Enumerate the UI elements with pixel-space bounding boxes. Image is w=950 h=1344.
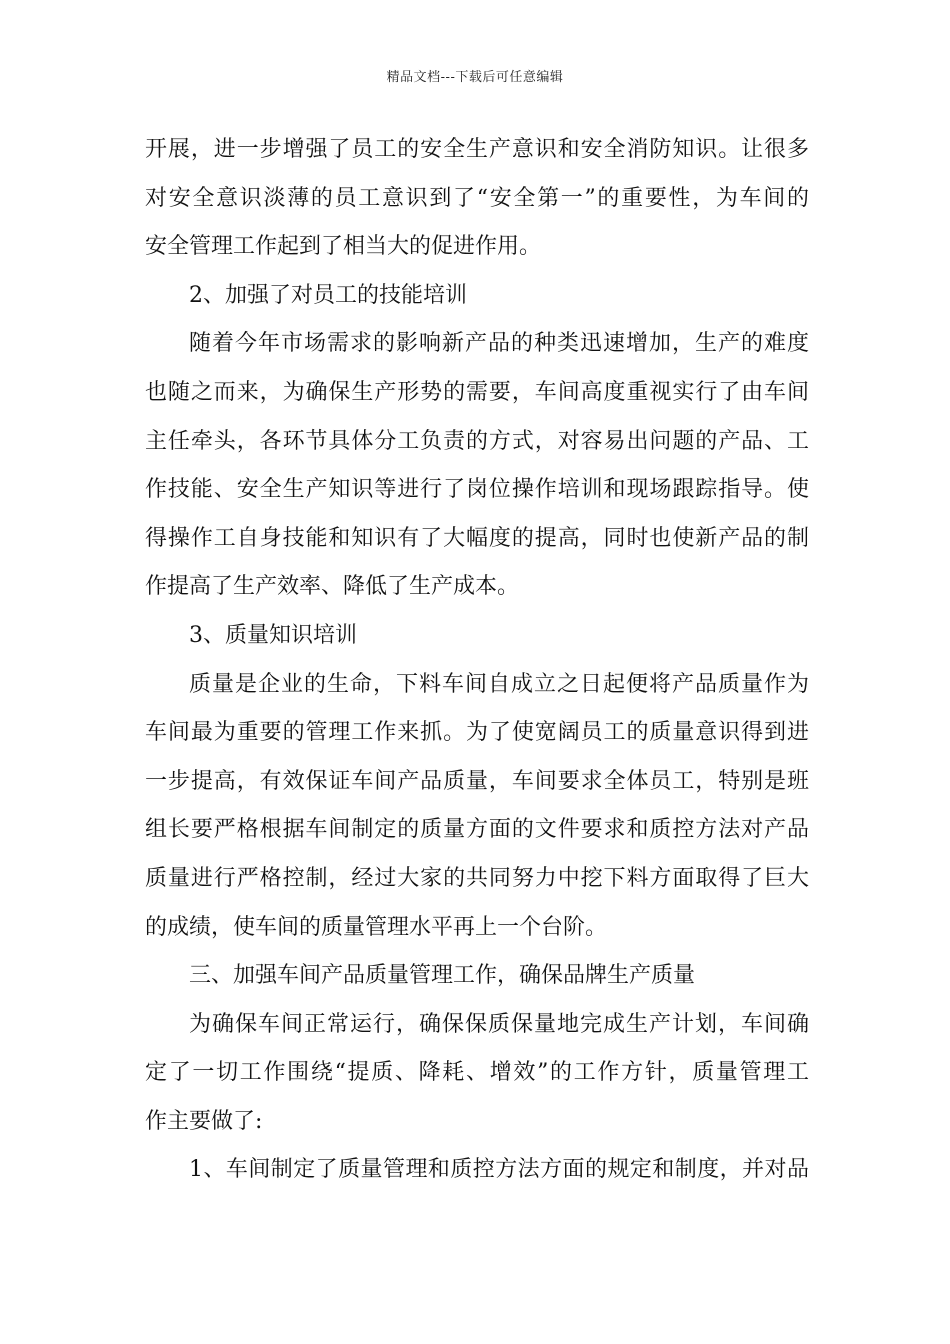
section-heading: 2、加强了对员工的技能培训 <box>189 282 467 308</box>
text-line: 车间最为重要的管理工作来抓。为了使宽阔员工的质量意识得到进 <box>145 720 809 746</box>
text-line: 作主要做了: <box>145 1108 263 1134</box>
document-body <box>145 126 809 1195</box>
text-line: 作技能、安全生产知识等进行了岗位操作培训和现场跟踪指导。使 <box>145 477 809 503</box>
text-line: 质量是企业的生命，下料车间自成立之日起便将产品质量作为 <box>189 671 809 697</box>
section-heading: 3、质量知识培训 <box>189 622 357 648</box>
text-line: 得操作工自身技能和知识有了大幅度的提高，同时也使新产品的制 <box>145 525 809 551</box>
text-line: 主任牵头，各环节具体分工负责的方式，对容易出问题的产品、工 <box>145 428 809 454</box>
text-line: 1、车间制定了质量管理和质控方法方面的规定和制度，并对品 <box>189 1157 809 1183</box>
text-line: 作提高了生产效率、降低了生产成本。 <box>145 574 520 600</box>
section-heading: 三、加强车间产品质量管理工作，确保品牌生产质量 <box>189 963 696 989</box>
text-line: 也随之而来，为确保生产形势的需要，车间高度重视实行了由车间 <box>145 379 809 405</box>
text-line: 随着今年市场需求的影响新产品的种类迅速增加，生产的难度 <box>189 331 809 357</box>
text-line: 一步提高，有效保证车间产品质量，车间要求全体员工，特别是班 <box>145 768 809 794</box>
text-line: 安全管理工作起到了相当大的促进作用。 <box>145 234 542 260</box>
page-header: 精品文档---下载后可任意编辑 <box>386 70 564 85</box>
text-line: 对安全意识淡薄的员工意识到了“安全第一”的重要性，为车间的 <box>145 185 809 211</box>
text-line: 的成绩，使车间的质量管理水平再上一个台阶。 <box>145 914 608 940</box>
text-line: 组长要严格根据车间制定的质量方面的文件要求和质控方法对产品 <box>145 817 809 843</box>
text-line: 开展，进一步增强了员工的安全生产意识和安全消防知识。让很多 <box>145 137 809 162</box>
text-line: 质量进行严格控制，经过大家的共同努力中挖下料方面取得了巨大 <box>145 865 809 891</box>
text-line: 定了一切工作围绕“提质、降耗、增效”的工作方针，质量管理工 <box>145 1060 809 1086</box>
text-line: 为确保车间正常运行，确保保质保量地完成生产计划，车间确 <box>189 1011 809 1037</box>
